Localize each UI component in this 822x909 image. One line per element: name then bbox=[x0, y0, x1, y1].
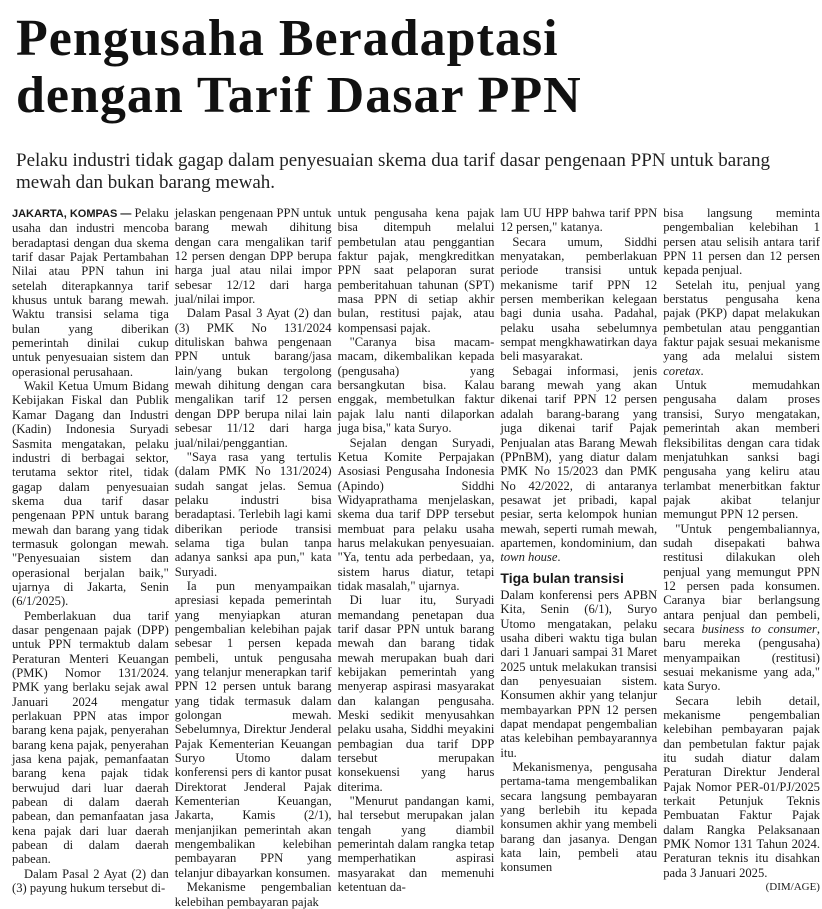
headline-line-2: dengan Tarif Dasar PPN bbox=[16, 67, 582, 124]
paragraph: "Untuk pengembaliannya, sudah disepakati bahwa restitusi dilakukan oleh penjual yang memungut PPN 12 persen pada konsumen. Caranya biar berlangsung antara penjual dan pembeli, secara business to consumer, baru mereka (pengusaha) menyampaikan (restitusi) sesuai mekanisme yang ada," kata Suryo. bbox=[663, 521, 820, 694]
deck: Pelaku industri tidak gagap dalam penyesuaian skema dua tarif dasar pengenaan PPN untuk barang mewah dan bukan barang mewah. bbox=[16, 150, 770, 193]
italic-term: town house bbox=[500, 550, 558, 565]
headline-line-1: Pengusaha Beradaptasi bbox=[16, 10, 559, 67]
byline: (DIM/AGE) bbox=[765, 881, 820, 894]
paragraph: lam UU HPP bahwa tarif PPN 12 persen," katanya. bbox=[500, 206, 658, 235]
paragraph: Ia pun menyampaikan apresiasi kepada pemerintah yang menyiapkan aturan pengembalian kelebihan pajak sebesar 1 persen kepada pembeli, untuk pengusaha yang telanjur menerapkan tarif PPN 12 persen untuk barang yang tidak termasuk dalam golongan mewah. Sebelumnya, Direktur Jenderal Pajak Kementerian Keuangan Suryo Utomo dalam konferensi pers di kantor pusat Direktorat Jenderal Pajak Kementerian Keuangan, Jakarta, Kamis (2/1), menjanjikan pemerintah akan mengembalikan kelebihan pembayaran PPN yang telanjur dibayarkan konsumen. bbox=[174, 578, 332, 880]
paragraph: Di luar itu, Suryadi memandang penetapan dua tarif dasar PPN untuk barang mewah dan barang tidak mewah merupakan buah dari kebijakan pemerintah yang menyerap aspirasi masyarakat dan kalangan pengusaha. Meski sedikit menyusahkan pelaku usaha, Siddhi meyakini pembagian dua tarif DPP tersebut merupakan konsekuensi yang harus diterima. bbox=[337, 593, 495, 794]
paragraph: Pemberlakuan dua tarif dasar pengenaan pajak (DPP) untuk PPN termaktub dalam Peraturan Menteri Keuangan (PMK) Nomor 131/2024. PMK yang berlaku sejak awal Januari 2024 mengatur perlakuan PPN atas impor barang kena pajak, penyerahan barang kena pajak, penyerahan jasa kena pajak, pemanfaatan barang kena pajak tidak berwujud dari luar daerah pabean di dalam daerah pabean, dan pemanfaatan jasa kena pajak dari luar daerah pabean di dalam daerah pabean. bbox=[12, 608, 169, 867]
paragraph: Untuk memudahkan pengusaha dalam proses transisi, Suryo mengatakan, pemerintah akan memberi fleksibilitas dengan cara tidak menjatuhkan sanksi bagi pengusaha yang keliru atau terlambat menerbitkan faktur pajak akibat telanjur memungut PPN 12 persen. bbox=[663, 378, 820, 522]
paragraph: Mekanismenya, pengusaha pertama-tama mengembalikan secara langsung pembayaran yang berlebih itu kepada konsumen akhir yang membeli barang dan jasanya. Dengan kata lain, pembeli atau konsumen bbox=[500, 760, 658, 875]
italic-term: coretax bbox=[663, 363, 701, 378]
paragraph: Sebagai informasi, jenis barang mewah yang akan dikenai tarif PPN 12 persen adalah barang-barang yang juga dikenai tarif Pajak Penjualan atas Barang Mewah (PPnBM), yang diatur dalam PMK No 15/2023 dan PMK No 42/2022, di antaranya pesawat jet pribadi, kapal pesiar, serta kelompok hunian mewah, seperti rumah mewah, apartemen, kondominium, dan town house. bbox=[500, 363, 658, 565]
column-2 bbox=[174, 206, 332, 909]
paragraph: Secara lebih detail, mekanisme pengembalian kelebihan pembayaran pajak dan pembetulan faktur pajak itu sudah diatur dalam Peraturan Direktur Jenderal Pajak Nomor PER-01/PJ/2025 terkait Petunjuk Teknis Pembuatan Faktur Pajak dalam Rangka Pelaksanaan PMK Nomor 131 Tahun 2024. Peraturan teknis itu disahkan pada 3 Januari 2025. bbox=[663, 693, 820, 880]
paragraph: "Menurut pandangan kami, hal tersebut merupakan jalan tengah yang diambil pemerintah dalam rangka tetap memperhatikan aspirasi masyarakat dan memenuhi ketentuan da- bbox=[337, 794, 495, 895]
paragraph: "Saya rasa yang tertulis (dalam PMK No 131/2024) sudah sangat jelas. Semua pelaku industri bisa beradaptasi. Terlebih lagi kami diberikan periode transisi selama tiga bulan tanpa adanya sanksi apa pun," kata Suryadi. bbox=[174, 449, 332, 579]
paragraph: Mekanisme pengembalian kelebihan pembayaran pajak bbox=[174, 880, 332, 909]
column-4 bbox=[500, 206, 658, 875]
paragraph: untuk pengusaha kena pajak bisa ditempuh melalui pembetulan atau penggantian faktur pajak, mengkreditkan PPN saat pelaporan surat pemberitahuan tahunan (SPT) masa PPN di setiap akhir bulan, restitusi pajak, atau kompensasi pajak. bbox=[337, 206, 495, 335]
paragraph: Dalam Pasal 3 Ayat (2) dan (3) PMK No 131/2024 dituliskan bahwa pengenaan PPN untuk barang/jasa lain/yang bukan tergolong mewah dihitung dengan cara mengalikan tarif 12 persen dengan DPP berupa nilai lain sebesar 11/12 dari harga jual/nilai/penggantian. bbox=[174, 306, 332, 450]
paragraph: bisa langsung meminta pengembalian kelebihan 1 persen atau selisih antara tarif PPN 11 persen dan 12 persen kepada penjual. bbox=[663, 206, 820, 278]
paragraph: Wakil Ketua Umum Bidang Kebijakan Fiskal dan Publik Kamar Dagang dan Industri (Kadin) Indonesia Suryadi Sasmita mengatakan, pelaku industri di berbagai sektor, terutama sektor ritel, tidak gagap dalam penyesuaian skema dua tarif dasar pengenaan PPN untuk barang mewah dan barang yang tidak termasuk golongan mewah. "Penyesuaian sistem dan operasional berjalan baik," ujarnya di Jakarta, Senin (6/1/2025). bbox=[12, 379, 169, 609]
paragraph: Setelah itu, penjual yang berstatus pengusaha kena pajak (PKP) dapat melakukan pembetulan atau penggantian faktur pajak sesuai mekanisme yang ada melalui sistem coretax. bbox=[663, 277, 820, 378]
paragraph: Dalam konferensi pers APBN Kita, Senin (6/1), Suryo Utomo mengatakan, pelaku usaha diberi waktu tiga bulan dari 1 Januari sampai 31 Maret 2025 untuk melakukan transisi dan penyesuaian sistem. Konsumen akhir yang telanjur membayarkan PPN 12 persen dapat mendapat pengembalian atas kelebihan pembayarannya itu. bbox=[500, 587, 658, 760]
dateline: JAKARTA, KOMPAS — bbox=[12, 208, 132, 220]
paragraph: Sejalan dengan Suryadi, Ketua Komite Perpajakan Asosiasi Pengusaha Indonesia (Apindo) Siddhi Widyaprathama menjelaskan, skema dua tarif DPP tersebut membuat para pelaku usaha harus melakukan penyesuaian. "Ya, tentu ada perbedaan, ya, sistem harus diatur, tetapi tidak masalah," ujarnya. bbox=[337, 435, 495, 593]
subheading: Tiga bulan transisi bbox=[500, 569, 624, 586]
paragraph: jelaskan pengenaan PPN untuk barang mewah dihitung dengan cara mengalikan tarif 12 persen dengan DPP berupa harga jual atau nilai impor sebesar 12/12 dari harga jual/nilai impor. bbox=[174, 206, 332, 307]
paragraph: "Caranya bisa macam-macam, dikembalikan kepada (pengusaha) yang bersangkutan bisa. Kalau enggak, membetulkan faktur pajak lalu nanti dilaporkan juga bisa," kata Suryo. bbox=[337, 335, 495, 436]
italic-term: business to consumer bbox=[701, 621, 817, 636]
paragraph: Dalam Pasal 2 Ayat (2) dan (3) payung hukum tersebut di- bbox=[12, 866, 169, 896]
column-3 bbox=[337, 206, 495, 895]
paragraph: Secara umum, Siddhi menyatakan, pemberlakuan periode transisi untuk mekanisme tarif PPN 12 persen memberikan kelegaan bagi dunia usaha. Padahal, pelaku usaha sebelumnya sempat mengkhawatirkan daya beli masyarakat. bbox=[500, 234, 658, 364]
column-1 bbox=[12, 206, 169, 896]
headline bbox=[16, 10, 816, 124]
column-5 bbox=[663, 206, 820, 894]
paragraph: JAKARTA, KOMPAS — Pelaku usaha dan industri mencoba beradaptasi dengan dua skema tarif dasar Pajak Pertambahan Nilai atau PPN tahun ini setelah diterapkannya tarif khusus untuk barang mewah. Waktu transisi selama tiga bulan yang diberikan pemerintah dinilai cukup untuk penyesuaian sistem dan operasional perusahaan. bbox=[12, 206, 169, 379]
article-body bbox=[12, 206, 820, 909]
